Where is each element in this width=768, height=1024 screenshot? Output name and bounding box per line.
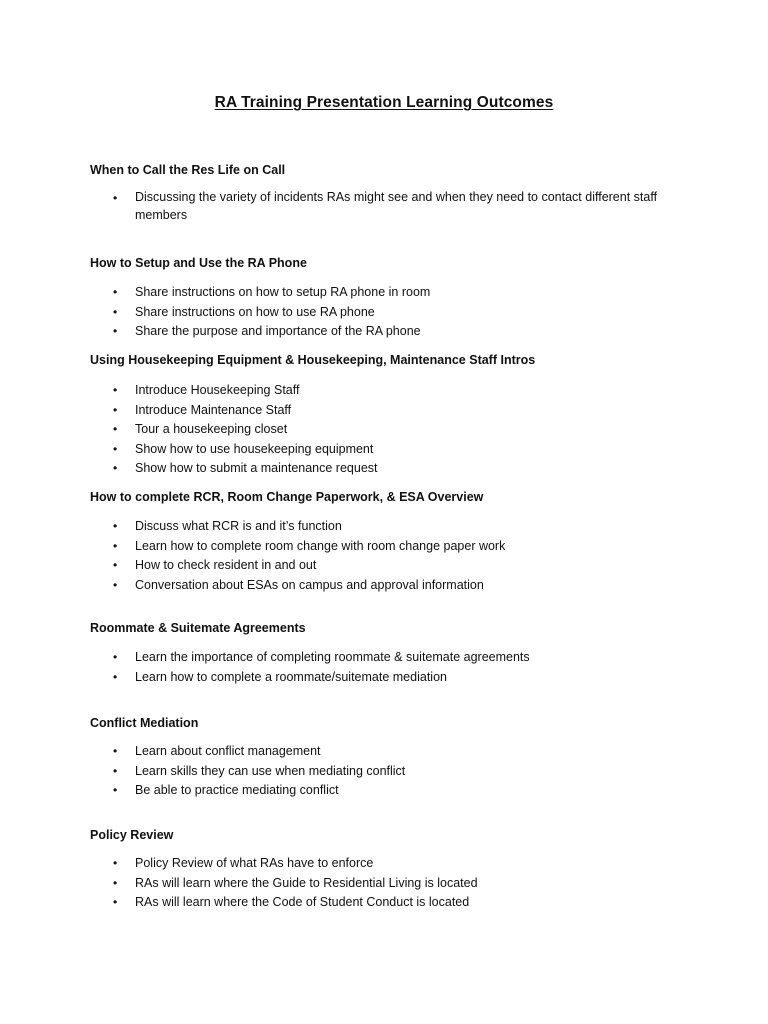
list-item-text: Learn skills they can use when mediating conflict — [135, 763, 406, 778]
bullet-icon: • — [113, 304, 118, 319]
section-heading: Roommate & Suitemate Agreements — [90, 621, 306, 635]
list-item-text: Introduce Maintenance Staff — [135, 402, 292, 417]
bullet-icon: • — [113, 461, 118, 475]
list-item-text: Learn how to complete a roommate/suitemate mediation — [135, 669, 447, 684]
bullet-icon: • — [113, 783, 118, 797]
list-item-text: Conversation about ESAs on campus and approval information — [135, 577, 484, 592]
bullet-icon: • — [113, 669, 118, 684]
bullet-icon: • — [113, 558, 118, 572]
section-heading: Conflict Mediation — [90, 716, 199, 730]
section-heading: How to complete RCR, Room Change Paperwork, & ESA Overview — [90, 490, 484, 504]
list-item-text: RAs will learn where the Code of Student Conduct is located — [135, 895, 470, 909]
section-heading: Policy Review — [90, 828, 174, 842]
bullet-icon: • — [113, 875, 118, 890]
list-item-text: Discuss what RCR is and it’s function — [135, 519, 342, 533]
list-item-text: RAs will learn where the Guide to Residential Living is located — [135, 875, 478, 890]
list-item — [90, 303, 690, 323]
list-item-text: Be able to practice mediating conflict — [135, 783, 339, 797]
list-item-text: Share instructions on how to use RA phone — [135, 304, 375, 319]
list-item-text: Policy Review of what RAs have to enforce — [135, 856, 374, 870]
bullet-icon: • — [113, 324, 118, 338]
section-heading: Using Housekeeping Equipment & Housekeeping, Maintenance Staff Intros — [90, 353, 536, 367]
list-item — [90, 668, 690, 688]
bullet-icon: • — [113, 285, 118, 299]
bullet-icon: • — [113, 402, 118, 417]
list-item-text: Introduce Housekeeping Staff — [135, 383, 300, 397]
list-item — [90, 459, 690, 479]
list-item-text: Tour a housekeeping closet — [135, 422, 288, 436]
list-item — [90, 762, 690, 782]
bullet-icon: • — [113, 422, 118, 436]
bullet-list — [90, 189, 690, 224]
list-item-text: Share instructions on how to setup RA phone in room — [135, 285, 431, 299]
list-item — [90, 874, 690, 894]
bullet-icon: • — [113, 441, 118, 456]
list-item — [90, 401, 690, 421]
list-item — [90, 893, 690, 913]
bullet-icon: • — [113, 577, 118, 592]
document-title: RA Training Presentation Learning Outcomes — [214, 94, 554, 111]
bullet-icon: • — [113, 763, 118, 778]
list-item-text: Show how to use housekeeping equipment — [135, 441, 374, 456]
list-item — [90, 420, 690, 440]
bullet-list — [90, 283, 690, 342]
list-item — [90, 854, 690, 874]
section-heading: How to Setup and Use the RA Phone — [90, 256, 307, 270]
bullet-icon: • — [113, 538, 118, 553]
list-item — [90, 576, 690, 596]
section-heading: When to Call the Res Life on Call — [90, 163, 286, 177]
list-item-text: Learn the importance of completing roommate & suitemate agreements — [135, 650, 530, 664]
list-item — [90, 381, 690, 401]
list-item — [90, 556, 690, 576]
list-item — [90, 322, 690, 342]
bullet-list — [90, 648, 690, 687]
bullet-icon: • — [113, 650, 118, 664]
list-item — [90, 517, 690, 537]
list-item — [90, 742, 690, 762]
list-item — [90, 189, 690, 224]
list-item-text: How to check resident in and out — [135, 558, 317, 572]
bullet-list — [90, 381, 690, 479]
bullet-icon: • — [113, 856, 118, 870]
bullet-icon: • — [113, 383, 118, 397]
list-item-text: Discussing the variety of incidents RAs might see and when they need to contact different staff members — [135, 190, 658, 222]
bullet-icon: • — [113, 895, 118, 909]
bullet-icon: • — [113, 519, 118, 533]
list-item-text: Share the purpose and importance of the RA phone — [135, 324, 421, 338]
list-item — [90, 537, 690, 557]
bullet-list — [90, 854, 690, 913]
bullet-icon: • — [113, 744, 118, 758]
list-item-text: Learn about conflict management — [135, 744, 321, 758]
bullet-icon: • — [113, 191, 118, 205]
list-item — [90, 283, 690, 303]
bullet-list — [90, 517, 690, 595]
list-item-text: Show how to submit a maintenance request — [135, 461, 378, 475]
list-item-text: Learn how to complete room change with room change paper work — [135, 538, 506, 553]
bullet-list — [90, 742, 690, 801]
list-item — [90, 440, 690, 460]
list-item — [90, 648, 690, 668]
list-item — [90, 781, 690, 801]
